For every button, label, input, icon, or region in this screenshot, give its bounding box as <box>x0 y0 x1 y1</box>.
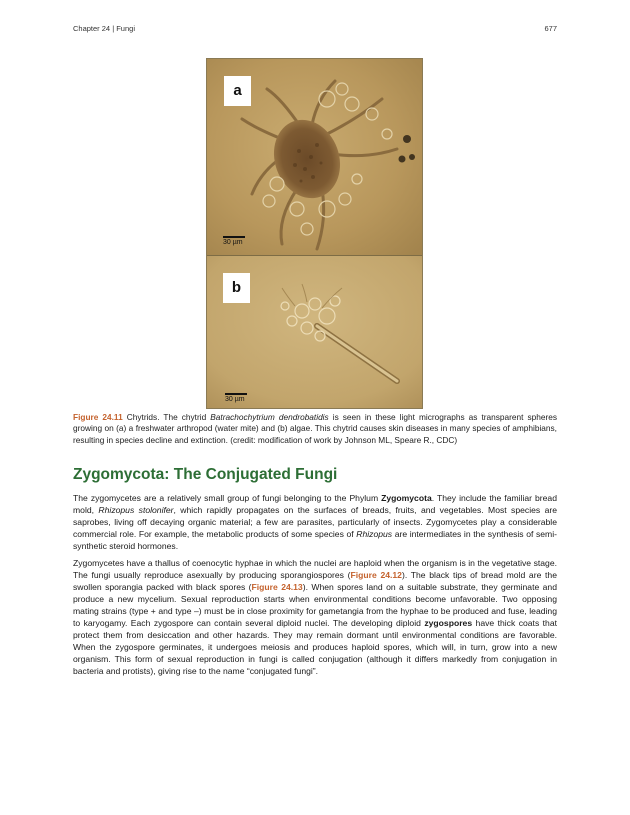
micrograph-panel-a <box>207 59 422 255</box>
term-zygomycota: Zygomycota <box>381 493 432 503</box>
micrograph-panel-b <box>207 255 422 409</box>
chapter-title: Chapter 24 | Fungi <box>73 24 135 33</box>
paragraph-text: Zygomycetes have a thallus of coenocytic hyphae in which the nuclei are haploid when the organism is in the vegetative stage. The fungi usually reproduce asexually by producing sporangiospores ( <box>73 558 557 580</box>
term-zygospores: zygospores <box>424 618 473 628</box>
genus-rhizopus: Rhizopus <box>356 529 393 539</box>
paragraph-reproduction <box>73 557 557 677</box>
page-number: 677 <box>544 24 557 33</box>
paragraph-text: ). The black tips of bread mold are the swollen sporangia packed with black spores ( <box>73 570 557 592</box>
figure-label: Figure 24.11 <box>73 412 123 422</box>
scale-bar-b <box>225 393 247 395</box>
section-title: Zygomycota: The Conjugated Fungi <box>73 466 338 483</box>
scale-label-a: 30 µm <box>223 239 243 246</box>
panel-b-label: b <box>223 273 250 303</box>
panel-a-label: a <box>224 76 251 106</box>
figure-24-13-link[interactable]: Figure 24.13 <box>251 582 303 592</box>
caption-species-name: Batrachochytrium dendrobatidis <box>210 412 329 422</box>
paragraph-text: are intermediates in the synthesis of semi-synthetic steroid hormones. <box>73 529 557 551</box>
paragraph-text: have thick coats that protect them from desiccation and other hazards. They may remain dormant until environmental conditions are favorable. When the zygospore germinates, it undergoes meiosis and produces haploid spores, which will, in turn, grow into a new organism. This form of sexual reproduction in fungi is called conjugation (although it differs markedly from conjugation in bacteria and protists), giving rise to the name “conjugated fungi”. <box>73 618 557 676</box>
paragraph-text: ). When spores land on a suitable substrate, they germinate and produce a new mycelium. Sexual reproduction starts when environmental conditions become unfavorable. Two opposing mating strains (type + and type –) must be in close proximity for gametangia from the hyphae to be produced and fuse, leading to karyogamy. Each zygospore can contain several diploid nuclei. The developing diploid <box>73 582 557 628</box>
paragraph-text: , which rapidly propagates on the surfaces of breads, fruits, and vegetables. Most species are saprobes, living off decaying organic material; a few are parasites, particularly of insects. Zygomycetes play a considerable commercial role. For example, the metabolic products of some species of <box>73 505 558 539</box>
caption-text-continued: is seen in these light micrographs as transparent spheres growing on (a) a freshwater arthropod (water mite) and (b) algae. This chytrid causes skin diseases in many species of amphibians, resulting in species decline and extinction. (credit: modification of work by Johnson ML, Speare R., CDC) <box>73 412 558 445</box>
paragraph-zygomycetes-intro <box>73 492 557 552</box>
paragraph-text: . They include the familiar bread mold, <box>73 493 557 515</box>
paragraph-text: The zygomycetes are a relatively small group of fungi belonging to the Phylum <box>73 493 382 503</box>
species-rhizopus-stolonifer: Rhizopus stolonifer <box>98 505 174 515</box>
scale-label-b: 30 µm <box>225 396 245 403</box>
figure-24-12-link[interactable]: Figure 24.12 <box>350 570 402 580</box>
scale-bar-a <box>223 236 245 238</box>
caption-text: Chytrids. The chytrid <box>122 412 211 422</box>
figure-micrographs <box>206 58 423 409</box>
page-header <box>73 24 557 36</box>
figure-caption <box>73 412 557 446</box>
